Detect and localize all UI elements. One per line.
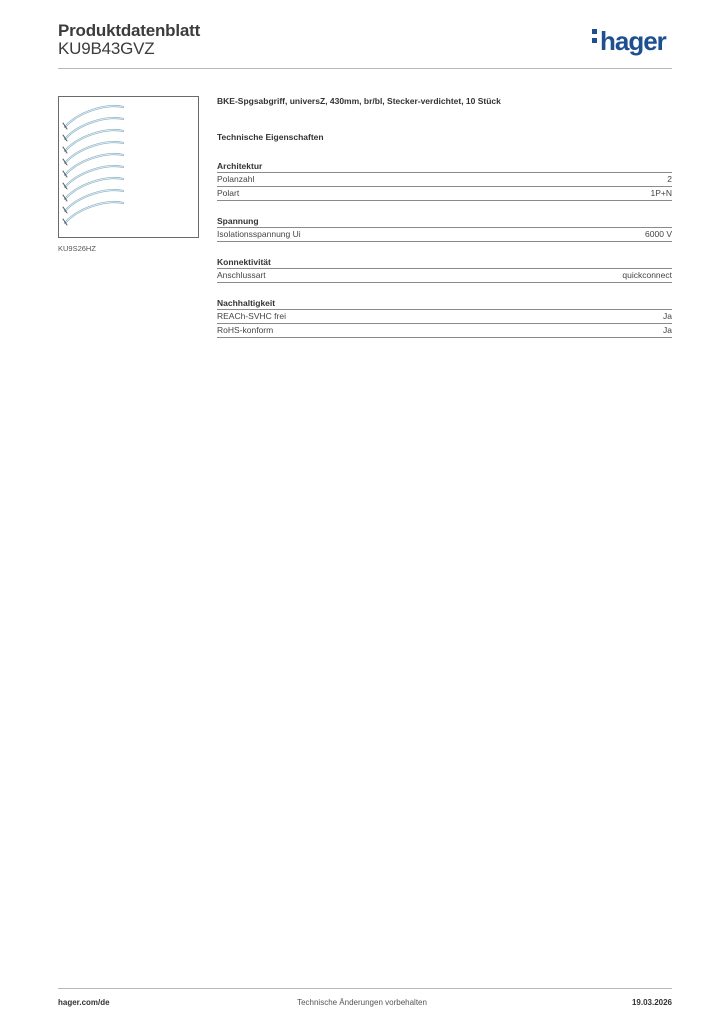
spec-row bbox=[217, 310, 672, 324]
header-divider bbox=[58, 68, 672, 69]
spec-value: 1P+N bbox=[650, 188, 672, 198]
spec-row bbox=[217, 228, 672, 242]
footer-date: 19.03.2026 bbox=[631, 998, 672, 1007]
spec-value: quickconnect bbox=[622, 270, 672, 280]
spec-group-konnektivitaet bbox=[217, 248, 672, 283]
spec-value: Ja bbox=[663, 311, 672, 321]
hager-logo bbox=[592, 28, 666, 54]
spec-label: REACh-SVHC frei bbox=[217, 311, 286, 321]
product-code: KU9B43GVZ bbox=[58, 39, 155, 58]
spec-label: Polanzahl bbox=[217, 174, 255, 184]
spec-group-spannung bbox=[217, 207, 672, 242]
spec-value: Ja bbox=[663, 325, 672, 335]
group-title: Konnektivität bbox=[217, 248, 672, 269]
spec-group-nachhaltigkeit bbox=[217, 289, 672, 338]
spec-label: RoHS-konform bbox=[217, 325, 274, 335]
spec-row bbox=[217, 187, 672, 201]
footer-website-link[interactable]: hager.com/de bbox=[58, 998, 110, 1007]
footer-notice: Technische Änderungen vorbehalten bbox=[297, 998, 427, 1007]
spec-row bbox=[217, 173, 672, 187]
product-description: BKE-Spgsabgriff, universZ, 430mm, br/bl, Stecker-verdichtet, 10 Stück bbox=[217, 96, 501, 106]
page-title: Produktdatenblatt bbox=[58, 21, 201, 40]
spec-group-architektur bbox=[217, 152, 672, 201]
image-caption: KU9S26HZ bbox=[58, 244, 96, 253]
spec-value: 2 bbox=[667, 174, 672, 184]
group-title: Nachhaltigkeit bbox=[217, 289, 672, 310]
spec-value: 6000 V bbox=[645, 229, 672, 239]
section-title: Technische Eigenschaften bbox=[217, 132, 324, 142]
spec-label: Anschlussart bbox=[217, 270, 266, 280]
logo-text: hager bbox=[600, 26, 666, 56]
logo-colon-icon bbox=[592, 29, 597, 47]
spec-content bbox=[217, 96, 672, 338]
spec-label: Polart bbox=[217, 188, 240, 198]
curved-cable-set-icon bbox=[59, 97, 198, 237]
footer-divider bbox=[58, 988, 672, 989]
spec-row bbox=[217, 269, 672, 283]
spec-row bbox=[217, 324, 672, 338]
product-image bbox=[58, 96, 199, 238]
spec-label: Isolationsspannung Ui bbox=[217, 229, 301, 239]
group-title: Spannung bbox=[217, 207, 672, 228]
group-title: Architektur bbox=[217, 152, 672, 173]
